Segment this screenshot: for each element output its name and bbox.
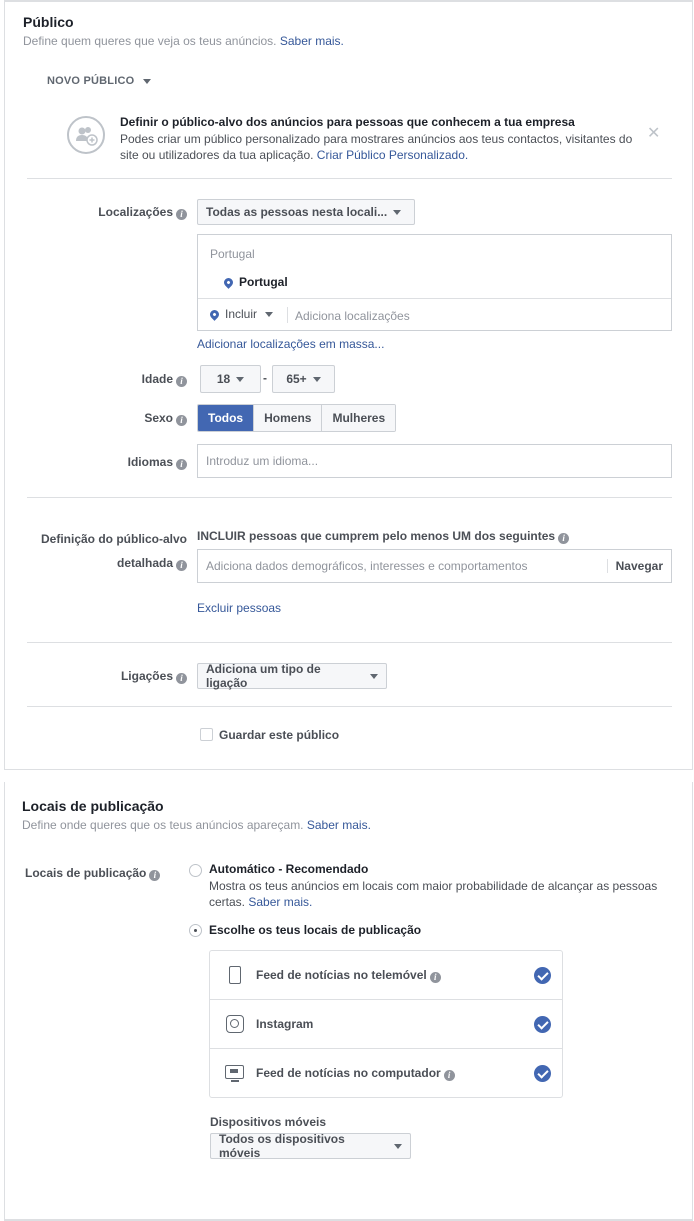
chevron-down-icon bbox=[265, 312, 273, 317]
audience-panel bbox=[4, 0, 693, 770]
manual-placements-title: Escolhe os teus locais de publicação bbox=[209, 923, 422, 937]
placement-row-mobile-feed[interactable] bbox=[210, 951, 562, 1000]
placement-row-instagram[interactable] bbox=[210, 1000, 562, 1049]
chevron-down-icon bbox=[370, 674, 378, 679]
divider bbox=[27, 178, 672, 179]
divider bbox=[198, 298, 671, 299]
bulk-locations-link[interactable]: Adicionar localizações em massa... bbox=[197, 337, 385, 351]
checkmark-icon[interactable] bbox=[534, 1065, 551, 1082]
save-audience-label: Guardar este público bbox=[219, 728, 340, 742]
divider bbox=[27, 642, 672, 643]
mobile-devices-label: Dispositivos móveis bbox=[210, 1115, 327, 1129]
age-min-dropdown[interactable]: 18 bbox=[200, 365, 261, 393]
mobile-icon bbox=[229, 966, 241, 984]
close-icon[interactable]: ✕ bbox=[647, 125, 661, 142]
info-icon[interactable]: i bbox=[149, 870, 160, 881]
save-audience-checkbox[interactable] bbox=[200, 728, 213, 741]
checkmark-icon[interactable] bbox=[534, 1016, 551, 1033]
placement-label: Feed de notícias no telemóvel i bbox=[256, 968, 441, 983]
chevron-down-icon bbox=[143, 79, 151, 84]
create-custom-audience-link[interactable]: Criar Público Personalizado. bbox=[316, 148, 469, 162]
placements-title: Locais de publicação bbox=[22, 798, 164, 814]
gender-selector bbox=[197, 404, 396, 432]
manual-placements-radio[interactable] bbox=[189, 924, 202, 937]
checkmark-icon[interactable] bbox=[534, 967, 551, 984]
detailed-targeting-input[interactable]: Adiciona dados demográficos, interesses e comportamentos Navegar bbox=[197, 549, 672, 583]
gender-option-men[interactable]: Homens bbox=[254, 405, 322, 431]
placements-panel bbox=[4, 782, 693, 1221]
automatic-placements-desc: Mostra os teus anúncios em locais com maior probabilidade de alcançar as pessoas certas. Saber mais. bbox=[209, 879, 658, 909]
divider bbox=[27, 497, 672, 498]
info-icon[interactable]: i bbox=[176, 376, 187, 387]
include-dropdown[interactable]: Incluir bbox=[210, 307, 273, 321]
locations-box bbox=[197, 234, 672, 331]
connections-dropdown[interactable]: Adiciona um tipo de ligação bbox=[197, 663, 387, 689]
gender-option-women[interactable]: Mulheres bbox=[322, 405, 395, 431]
chevron-down-icon bbox=[394, 1144, 402, 1149]
browse-button[interactable]: Navegar bbox=[607, 559, 671, 573]
age-separator: - bbox=[263, 371, 267, 385]
instagram-icon bbox=[226, 1015, 244, 1033]
gender-option-all[interactable]: Todos bbox=[198, 405, 254, 431]
placements-learn-more-link[interactable]: Saber mais. bbox=[306, 818, 371, 832]
automatic-placements-radio[interactable] bbox=[189, 864, 202, 877]
selected-location: Portugal bbox=[224, 275, 288, 289]
audience-title: Público bbox=[23, 14, 74, 30]
info-icon[interactable]: i bbox=[430, 972, 441, 983]
country-header: Portugal bbox=[210, 247, 255, 261]
placement-row-desktop-feed[interactable] bbox=[210, 1049, 562, 1098]
info-icon[interactable]: i bbox=[176, 209, 187, 220]
placement-label: Instagram bbox=[256, 1017, 314, 1031]
desktop-stand bbox=[231, 1080, 239, 1082]
new-audience-dropdown[interactable]: NOVO PÚBLICO bbox=[47, 75, 151, 87]
exclude-people-link[interactable]: Excluir pessoas bbox=[197, 601, 282, 615]
banner-body: Podes criar um público personalizado para mostrares anúncios aos teus contactos, visitantes do site ou utilizadores da tua aplicação. Criar Público Personalizado. bbox=[120, 132, 633, 162]
connections-label: Ligações i bbox=[25, 669, 187, 684]
locations-dropdown[interactable]: Todas as pessoas nesta locali... bbox=[197, 199, 415, 225]
info-icon[interactable]: i bbox=[176, 560, 187, 571]
chevron-down-icon bbox=[236, 377, 244, 382]
include-people-text: INCLUIR pessoas que cumprem pelo menos UM dos seguintes i bbox=[197, 529, 569, 544]
age-max-dropdown[interactable]: 65+ bbox=[272, 365, 335, 393]
chevron-down-icon bbox=[313, 377, 321, 382]
info-icon[interactable]: i bbox=[176, 459, 187, 470]
placements-label: Locais de publicação i bbox=[25, 866, 160, 881]
custom-audience-icon bbox=[67, 116, 105, 154]
age-label: Idade i bbox=[25, 372, 187, 387]
detailed-targeting-label: Definição do público-alvo detalhada i bbox=[40, 532, 187, 570]
banner-heading: Definir o público-alvo dos anúncios para pessoas que conhecem a tua empresa bbox=[120, 115, 575, 129]
divider bbox=[27, 706, 672, 707]
chevron-down-icon bbox=[393, 210, 401, 215]
automatic-placements-title: Automático - Recomendado bbox=[209, 862, 369, 876]
locations-label: Localizações i bbox=[25, 205, 187, 220]
languages-label: Idiomas i bbox=[25, 455, 187, 470]
language-input[interactable]: Introduz um idioma... bbox=[197, 444, 672, 478]
gender-label: Sexo i bbox=[25, 411, 187, 426]
placement-label: Feed de notícias no computador i bbox=[256, 1066, 455, 1081]
location-pin-icon bbox=[222, 276, 235, 289]
audience-learn-more-link[interactable]: Saber mais. bbox=[279, 34, 344, 48]
add-location-input[interactable]: Adiciona localizações bbox=[295, 309, 410, 323]
info-icon[interactable]: i bbox=[176, 673, 187, 684]
info-icon[interactable]: i bbox=[444, 1070, 455, 1081]
audience-subtitle: Define quem queres que veja os teus anúncios. Saber mais. bbox=[23, 34, 344, 48]
divider bbox=[287, 307, 288, 323]
info-icon[interactable]: i bbox=[558, 533, 569, 544]
placements-list bbox=[209, 950, 563, 1098]
info-icon[interactable]: i bbox=[176, 415, 187, 426]
location-pin-icon bbox=[208, 308, 221, 321]
desktop-icon bbox=[225, 1065, 244, 1079]
automatic-learn-more-link[interactable]: Saber mais. bbox=[248, 895, 313, 909]
placements-subtitle: Define onde queres que os teus anúncios apareçam. Saber mais. bbox=[22, 818, 371, 832]
mobile-devices-dropdown[interactable]: Todos os dispositivos móveis bbox=[210, 1133, 411, 1159]
